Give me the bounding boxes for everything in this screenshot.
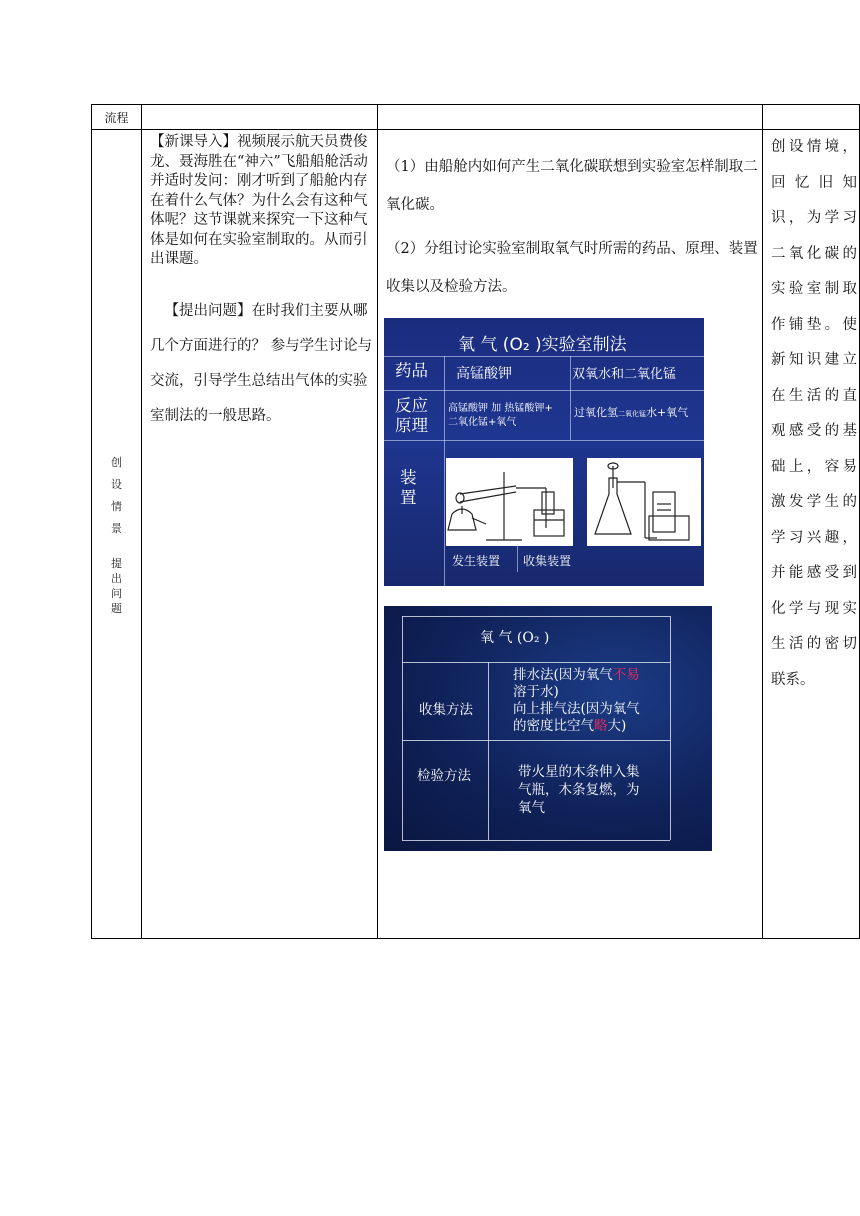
teacher-header-cell xyxy=(142,105,378,130)
slide2-label-test: 检验方法 xyxy=(417,768,471,784)
collection-line4-text: 的密度比空气 xyxy=(513,718,594,734)
slide2-rule xyxy=(402,840,670,841)
flow-header-cell: 流程 xyxy=(92,105,142,130)
slide2-collection-line1 xyxy=(513,667,640,684)
teacher-activity-cell xyxy=(142,130,378,939)
slide2-test-line1: 带火星的木条伸入集 xyxy=(518,764,640,780)
slide1-principle-b xyxy=(574,404,688,420)
flow-char: 题 xyxy=(111,602,122,615)
student-header-cell xyxy=(378,105,763,130)
design-intent-cell: 创设情境，回忆旧知识，为学习二氧化碳的实验室制取作铺垫。使新知识建立在生活的直观感受的基础上，容易激发学生的学习兴趣，并能感受到化学与现实生活的密切联系。 xyxy=(763,130,860,939)
oxygen-preparation-slide xyxy=(384,318,704,586)
slide1-rule xyxy=(384,356,704,357)
flow-label-cell xyxy=(92,130,142,939)
slide1-principle-b-catalyst: 二氧化锰 xyxy=(618,410,646,418)
slide2-rule xyxy=(402,616,403,840)
slide1-rule xyxy=(384,440,704,441)
slide1-rule xyxy=(570,356,571,440)
flow-char: 创 xyxy=(111,456,122,469)
slide1-label-principle: 反应原理 xyxy=(395,396,428,435)
intent-header-cell xyxy=(763,105,860,130)
collection-line1-text: 排水法(因为氧气 xyxy=(513,667,613,683)
slide1-rule xyxy=(384,390,704,391)
slide1-principle-a-line1: 高锰酸钾 加 热锰酸钾+ xyxy=(448,403,553,414)
slide1-principle-b-post: 水+氧气 xyxy=(646,406,689,419)
slide1-label-drug: 药品 xyxy=(395,361,428,380)
slide2-test-line3: 氧气 xyxy=(518,800,545,816)
slide2-rule xyxy=(488,662,489,840)
collection-line4-highlight: 略 xyxy=(594,718,608,734)
slide1-principle-a-line2: 二氧化锰+氧气 xyxy=(448,417,517,428)
flask-heating-apparatus-icon xyxy=(446,458,573,546)
flow-char: 出 xyxy=(111,572,122,585)
collection-line4-tail: 大) xyxy=(607,718,627,734)
flow-char: 景 xyxy=(111,522,122,535)
slide2-collection-line3: 向上排气法(因为氧气 xyxy=(513,701,640,717)
slide1-principle-b-pre: 过氧化氢 xyxy=(574,406,618,419)
slide2-rule xyxy=(402,740,670,741)
slide1-title: 氧 气 (O₂ )实验室制法 xyxy=(458,335,627,355)
teacher-paragraph-intro: 【新课导入】视频展示航天员费俊龙、聂海胜在“神六”飞船船舱活动并适时发问：刚才听到了船舱内存在着什么气体？为什么会有这种气体呢？这节课就来探究一下这种气体是如何在实验室制取的。从而引出课题。 xyxy=(150,134,368,267)
collection-line1-highlight: 不易 xyxy=(612,667,640,683)
student-paragraph-2: （2）分组讨论实验室制取氧气时所需的药品、原理、装置收集以及检验方法。 xyxy=(386,241,758,295)
slide2-test-line2: 气瓶，木条复燃，为 xyxy=(518,782,640,798)
slide1-rule xyxy=(444,356,445,586)
generation-apparatus-image xyxy=(446,458,573,546)
student-paragraph-1: （1）由船舱内如何产生二氧化碳联想到实验室怎样制取二氧化碳。 xyxy=(386,159,758,213)
flow-char: 提 xyxy=(111,557,122,570)
slide2-collection-line2: 溶于水) xyxy=(513,684,559,700)
header-row xyxy=(92,105,860,130)
slide1-drug-b: 双氧水和二氧化锰 xyxy=(572,367,677,382)
slide2-title: 氧 气 (O₂ ) xyxy=(480,630,550,646)
flow-char: 问 xyxy=(111,587,122,600)
flow-char: 设 xyxy=(111,478,122,491)
flow-char: 情 xyxy=(111,500,122,513)
oxygen-collection-slide xyxy=(384,606,712,851)
slide1-drug-a: 高锰酸钾 xyxy=(456,366,512,382)
slide2-rule xyxy=(402,662,670,663)
slide2-collection-line4 xyxy=(513,718,626,735)
slide1-label-apparatus: 装置 xyxy=(400,468,417,507)
slide2-rule xyxy=(402,616,670,617)
flow-spacer xyxy=(92,540,141,556)
flask-apparatus-icon xyxy=(587,458,701,546)
peroxide-apparatus-image xyxy=(587,458,701,546)
slide1-generation-label: 发生装置 xyxy=(452,554,501,568)
slide2-label-collection: 收集方法 xyxy=(419,702,473,718)
slide1-collection-label: 收集装置 xyxy=(523,554,572,568)
slide1-rule xyxy=(517,546,518,572)
slide2-rule xyxy=(670,616,671,840)
teacher-paragraph-question: 【提出问题】在时我们主要从哪几个方面进行的？ 参与学生讨论与交流，引导学生总结出气体的实验室制法的一般思路。 xyxy=(150,302,373,424)
